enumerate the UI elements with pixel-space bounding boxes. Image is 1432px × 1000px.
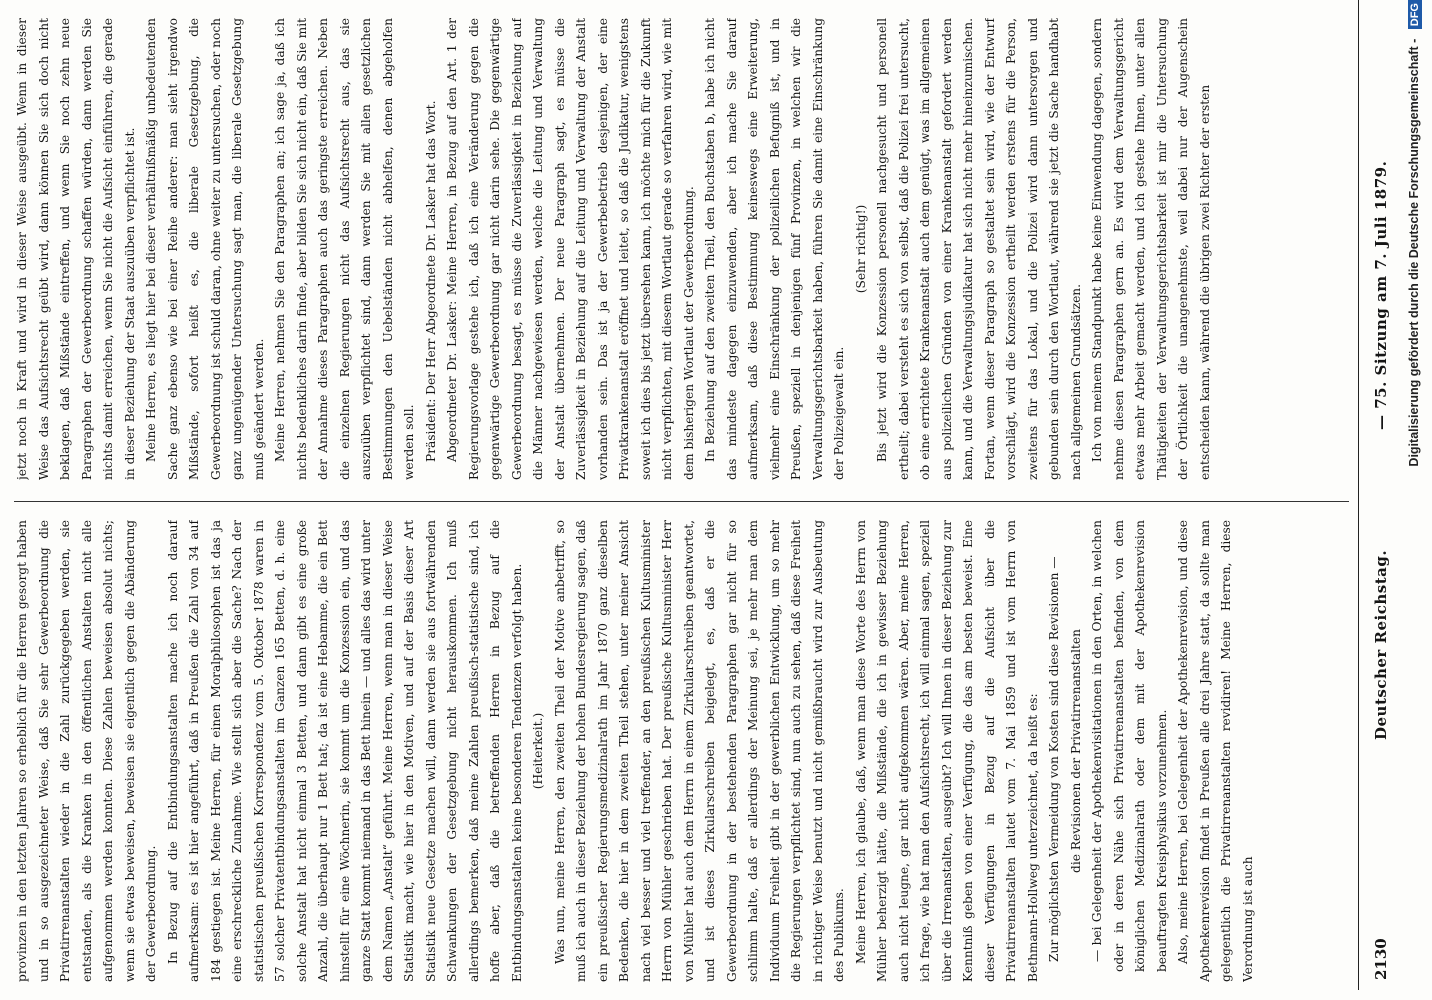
- interjection: (Sehr richtig!): [853, 204, 868, 294]
- watermark-text: Digitalisierung gefördert durch die Deutsche Forschungsgemeinschaft -: [1407, 38, 1421, 467]
- paragraph: jetzt noch in Kraft und wird in dieser Weise ausgeübt. Wenn in dieser Weise das Aufsichtsrecht geübt wird, dann können Sie sich doch nicht beklagen, daß Mißstände eintreffen, und wenn Sie noch zehn neue Paragraphen der Gewerbeordnung schaffen würden, dann werden Sie nichts damit erreichen, wenn Sie nicht die Aufsicht einführen, die gerade in dieser Beziehung der Staat auszuüben verpflichtet ist.: [15, 18, 137, 480]
- header-rule: [1358, 0, 1359, 990]
- page-number: 2130: [1372, 938, 1390, 980]
- paragraph: Ich von meinem Standpunkt habe keine Einwendung dagegen, sondern nehme diesen Paragraphen gern an. Es wird dem Verwaltungsgericht etwas mehr Arbeit gemacht werden, und ich gestehe Ihnen, unter allen Thätigkeiten der Verwaltungsgerichtsbarkeit ist mir die Untersuchung der Örtlichkeit die unangenehmste, weil dabei nur der Augenschein entscheiden kann, während die übrigen zwei Richter der ersten: [1090, 18, 1212, 480]
- dfg-logo: DFG: [1408, 0, 1422, 29]
- paragraph: Meine Herren, ich glaube, daß, wenn man diese Worte des Herrn von Mühler beherzigt hätte, die Mißstände, die ich in gewisser Beziehung auch nicht leugne, gar nicht aufgekommen wären. Aber, meine Herren, ich frage, wie hat man den Aufsichtsrecht, ich will einmal sagen, speziell über die Irrenanstalten, ausgeübt? Ich will Ihnen in dieser Beziehung zur Kenntniß geben von einer Verfügung, die das am besten beweist. Eine dieser Verfügungen in Bezug auf die Aufsicht über die Privatirrenanstalten lautet vom 7. Mai 1859 und ist vom Herrn von Bethmann-Hollweg unterzeichnet, da heißt es:: [853, 520, 1040, 982]
- interjection: (Heiterkeit.): [531, 712, 545, 790]
- column-divider: [14, 501, 1349, 502]
- paragraph: In Bezug auf die Entbindungsanstalten mache ich noch darauf aufmerksam: es ist hier angeführt, daß in Preußen die Zahl von 34 auf 184 gestiegen ist. Meine Herren, für einen Moralphilosophen ist das ja eine erschreckliche Zunahme. Wie stellt sich aber die Sache? Nach der statistischen preußischen Korrespondenz vom 5. Oktober 1878 waren in 57 solcher Privatentbindungsanstalten im Ganzen 165 Betten, d. h. eine solche Anstalt hat nicht einmal 3 Betten, und dann gibt es eine große Anzahl, die überhaupt nur 1 Bett hat; da ist eine Hebamme, die ein Bett hinstellt für eine Wöchnerin, sie kommt um die Konzession ein, und das ganze Statt kommt niemand in das Bett hinein — und alles das wird unter dem Namen „Anstalt“ geführt. Meine Herren, wenn man in dieser Weise Statistik macht, wie hier in den Motiven, und auf der Basis dieser Art Statistik neue Gesetze machen will, dann werden sie aus fortwährenden Schwankungen der Gesetzgebung nicht herauskommen. Ich muß allerdings bemerken, daß meine Zahlen preußisch-statistische sind, ich hoffe aber, daß die betreffenden Herren in Bezug auf die Entbindungsanstalten keine besonderen Tendenzen verfolgt haben.: [165, 520, 524, 982]
- publication-title: Deutscher Reichstag.: [1372, 549, 1390, 740]
- paragraph: In Beziehung auf den zweiten Theil, den Buchstaben b, habe ich nicht das mindeste dagegen einzuwenden, aber ich mache Sie darauf aufmerksam, daß diese Bestimmung keineswegs eine Erweiterung, vielmehr eine Einschränkung der polizeilichen Befugniß ist, und in Preußen, speziell in denjenigen fünf Provinzen, in welchen wir die Verwaltungsgerichtsbarkeit haben, führen Sie damit eine Einschränkung der Polizeigewalt ein.: [703, 18, 846, 480]
- paragraph: provinzen in den letzten Jahren so erheblich für die Herren gesorgt haben und in so ausgezeichneter Weise, daß Sie sehr Gewerbeordnung die Privatirrenanstalten wieder in die Zahl zurückgegeben werden, sie entstanden, als die Kranken in den öffentlichen Anstalten nicht alle aufgenommen werden konnten. Diese Zahlen beweisen absolut nichts; wenn sie etwas beweisen, beweisen sie eigentlich gegen die Abänderung der Gewerbeordnung.: [15, 520, 158, 982]
- quotation-note: die Revisionen der Privatirrenanstalten: [1068, 629, 1083, 873]
- paragraph: Was nun, meine Herren, den zweiten Theil der Motive anbetrifft, so muß ich auch in dieser Beziehung der hohen Bundesregierung sagen, daß ein preußischer Regierungsmedizinalrath im Jahr 1870 ganz dieselben Bedenken, die hier in dem zweiten Theil stehen, unter meiner Ansicht nach viel besser und viel treffender, an den preußischen Kultusminister Herrn von Mühler geschrieben hat. Der preußische Kultusminister Herr von Mühler hat auch dem Herrn in einem Zirkularschreiben geantwortet, und ist dieses Zirkularschreiben beigelegt, es, daß er die Gewerbeordnung in der bestehenden Paragraphen gar nicht für so schlimm halte, daß er allerdings der Meinung sei, je mehr man dem Individuum Freiheit gibt in der gewerblichen Entwicklung, um so mehr die Regierungen verpflichtet sind, nun auch zu sehen, daß diese Freiheit in richtiger Weise benutzt und nicht gemißbraucht wird zur Ausbeutung des Publikums.: [552, 520, 846, 982]
- paragraph: Meine Herren, nehmen Sie den Paragraphen an; ich sage ja, daß ich nichts bedenkliches darin finde, aber bilden Sie sich nicht ein, daß Sie mit der Annahme dieses Paragraphen auch das geringste erreichen. Neben die einzelnen Regierungen nicht das Aufsichtsrecht aus, das sie auszuüben verpflichtet sind, dann werden Sie mit allen gesetzlichen Bestimmungen den Uebelständen nicht abhelfen, denen abgeholfen werden soll.: [273, 18, 416, 480]
- paragraph: Bis jetzt wird die Konzession personell nachgesucht und personell ertheilt; dabei versteht es sich von selbst, daß die Polizei frei untersucht, ob eine errichtete Krankenanstalt auch dem genügt, was im allgemeinen aus polizeilichen Gründen von einer Krankenanstalt gefordert werden kann, und die Verwaltungsjudikatur hat sich nicht mehr hineinzumischen. Fortan, wenn dieser Paragraph so gestaltet sein wird, wie der Entwurf vorschlägt, wird die Konzession ertheilt werden erstens für die Person, zweitens für das Lokal, und die Polizei wird dann untersorgen und gebunden sein durch den Wortlaut, während sie jetzt die Sache handhabt nach allgemeinen Grundsätzen.: [875, 18, 1083, 480]
- watermark-line: [1407, 0, 1432, 900]
- paragraph: Meine Herren, es liegt hier bei dieser verhältnißmäßig unbedeutenden Sache ganz ebenso wie bei einer Reihe anderer: man sieht irgendwo Mißstände, sofort heißt es, die liberale Gesetzgebung, die Gewerbeordnung ist schuld daran, ohne weiter zu untersuchen, oder noch ganz ungenügender Untersuchung sagt man, die liberale Gesetzgebung muß geändert werden.: [144, 18, 266, 480]
- speaker-paragraph: Präsident: Der Herr Abgeordnete Dr. Lasker hat das Wort.: [423, 100, 438, 462]
- session-info: — 75. Sitzung am 7. Juli 1879.: [1372, 160, 1390, 430]
- paragraph: Also, meine Herren, bei Gelegenheit der Apothekenrevision, und diese Apothekenrevision findet in Preußen alle drei Jahre statt, da sollte man gelegentlich die Privatirrenanstalten revidiren! Meine Herren, diese Verordnung ist auch: [1176, 520, 1255, 982]
- column-right: [12, 18, 1347, 480]
- quotation: Zur möglichsten Vermeidung von Kosten sind diese Revisionen —: [1047, 556, 1061, 962]
- speaker-paragraph: Abgeordneter Dr. Lasker: Meine Herren, in Bezug auf den Art. 1 der Regierungsvorlage gestehe ich, daß ich eine Veränderung gegen die gegenwärtige Gewerbeordnung gar nicht darin sehe. Die gegenwärtige Gewerbeordnung besagt, es müsse die Zuverlässigkeit in Beziehung auf die Männer nachgewiesen werden, welche die Leitung und Verwaltung der Anstalt übernehmen. Der neue Paragraph sagt, es müsse die Zuverlässigkeit in Beziehung auf die Leitung und Verwaltung der Anstalt vorhanden sein. Das ist ja der Gewerbebetrieb desjenigen, der eine Privatkrankenanstalt eröffnet und leitet, so daß die Judikatur, wenigstens soweit ich dies bis jetzt übersehen kann, ich möchte mich für die Zukunft nicht verpflichten, mit diesem Wortlaut gerade so verfahren wird, wie mit dem bisherigen Wortlaut der Gewerbeordnung.: [445, 18, 696, 480]
- quotation: — bei Gelegenheit der Apothekenvisitationen in den Orten, in welchen oder in deren Nähe sich Privatirrenanstalten befinden, von dem königlichen Medizinalrath oder dem mit der Apothekenrevision beauftragten Kreisphysikus vorzunehmen.: [1090, 520, 1169, 972]
- funding-watermark: [1395, 0, 1431, 1000]
- column-left: [12, 520, 1347, 982]
